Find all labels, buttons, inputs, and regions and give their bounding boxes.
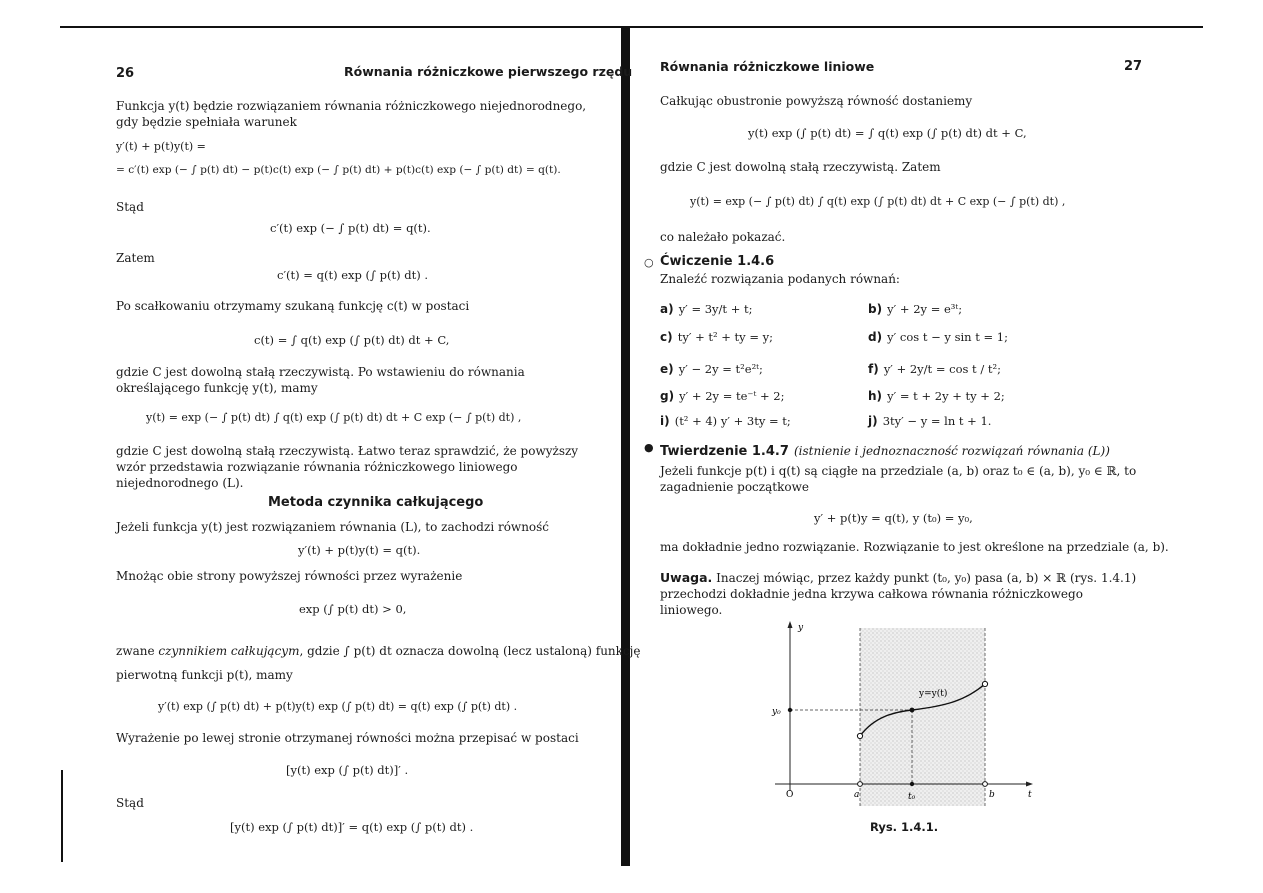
top-rule [60, 26, 1203, 28]
spine-rule [621, 28, 630, 866]
theorem-conclusion: ma dokładnie jedno rozwiązanie. Rozwiązanie to jest określone na przedziale (a, b). [660, 540, 1169, 554]
exercise-item: c) ty′ + t² + ty = y; [660, 330, 773, 344]
left-running-head: Równania różniczkowe pierwszego rzędu [344, 64, 633, 79]
stad-label-2: Stąd [116, 796, 144, 810]
remark-text: Inaczej mówiąc, przez każdy punkt (t₀, y₀) pasa (a, b) × ℝ (rys. 1.4.1) przechodzi dokładnie jedna krzywa całkowa równania różniczkowego liniowego. [660, 571, 1137, 617]
exercise-item: d) y′ cos t − y sin t = 1; [868, 330, 1008, 344]
origin-label: O [786, 790, 794, 800]
theorem-title: Twierdzenie 1.4.7 [660, 444, 789, 459]
remark-paragraph [660, 570, 1144, 618]
left-paragraph-3: gdzie C jest dowolną stałą rzeczywistą. Po wstawieniu do równania określającego funkcję y(t), mamy [116, 365, 525, 395]
p7-part-a: zwane [116, 644, 155, 658]
equation-3: c′(t) = q(t) exp (∫ p(t) dt) . [277, 268, 429, 282]
figure-1-4-1 [760, 616, 1050, 811]
left-paragraph-4: gdzie C jest dowolną stałą rzeczywistą. Łatwo teraz sprawdzić, że powyższy wzór przedstawia rozwiązanie równania różniczkowego liniowego niejednorodnego (L). [116, 444, 579, 490]
exercise-marker: ○ [644, 256, 654, 269]
initial-point [910, 708, 915, 713]
exercise-item: g) y′ + 2y = te⁻ᵗ + 2; [660, 389, 785, 403]
curve-label: y=y(t) [919, 689, 948, 699]
zatem-label: Zatem [116, 251, 155, 265]
left-paragraph-6: Mnożąc obie strony powyższej równości przez wyrażenie [116, 569, 463, 583]
t0-label: t₀ [908, 792, 916, 802]
theorem-heading [660, 440, 1110, 459]
stad-label-1: Stąd [116, 200, 144, 214]
equation-6: y′(t) + p(t)y(t) = q(t). [298, 543, 421, 557]
left-paragraph-5: Jeżeli funkcja y(t) jest rozwiązaniem równania (L), to zachodzi równość [116, 520, 550, 534]
right-equation-2: y(t) = exp (− ∫ p(t) dt) ∫ q(t) exp (∫ p(t) dt) dt + C exp (− ∫ p(t) dt) , [690, 195, 1066, 208]
left-page-number: 26 [116, 66, 135, 81]
right-paragraph-3: co należało pokazać. [660, 230, 786, 244]
equation-1b: = c′(t) exp (− ∫ p(t) dt) − p(t)c(t) exp (− ∫ p(t) dt) + p(t)c(t) exp (− ∫ p(t) dt) = q(t). [116, 164, 561, 176]
strip-band [860, 628, 985, 806]
curve-start-point [857, 733, 862, 738]
t-axis-label: t [1028, 790, 1032, 800]
a-point [858, 782, 863, 787]
integrating-factor-term: czynnikiem całkującym [158, 644, 300, 658]
y-axis-label: y [798, 623, 804, 633]
exercise-intro: Znaleźć rozwiązania podanych równań: [660, 272, 900, 286]
left-paragraph-8: Wyrażenie po lewej stronie otrzymanej równości można przepisać w postaci [116, 731, 579, 745]
theorem-marker: ● [644, 441, 654, 454]
exercise-item: e) y′ − 2y = t²e²ᵗ; [660, 362, 763, 376]
right-page-number: 27 [1124, 59, 1143, 74]
y-axis-arrow [788, 621, 793, 628]
right-paragraph-2: gdzie C jest dowolną stałą rzeczywistą. Zatem [660, 160, 941, 174]
t0-point [910, 782, 914, 786]
t-axis-arrow [1026, 782, 1033, 787]
b-label: b [989, 790, 995, 800]
left-paragraph-7d: pierwotną funkcji p(t), mamy [116, 668, 293, 682]
p7-part-c: , gdzie ∫ p(t) dt oznacza dowolną (lecz ustaloną) funkcję [299, 644, 641, 658]
y0-label: y₀ [772, 707, 781, 717]
remark-title: Uwaga. [660, 570, 713, 585]
right-paragraph-1: Całkując obustronie powyższą równość dostaniemy [660, 94, 973, 108]
left-paragraph-7 [116, 644, 640, 658]
right-running-head: Równania różniczkowe liniowe [660, 59, 875, 74]
exercise-item: a) y′ = 3y/t + t; [660, 302, 753, 316]
equation-7: exp (∫ p(t) dt) > 0, [299, 602, 407, 616]
exercise-item: i) (t² + 4) y′ + 3ty = t; [660, 414, 791, 428]
equation-8: y′(t) exp (∫ p(t) dt) + p(t)y(t) exp (∫ p(t) dt) = q(t) exp (∫ p(t) dt) . [158, 700, 518, 713]
exercise-item: h) y′ = t + 2y + ty + 2; [868, 389, 1005, 403]
equation-9: [y(t) exp (∫ p(t) dt)]′ . [286, 763, 409, 777]
section-heading: Metoda czynnika całkującego [268, 495, 484, 510]
exercise-item: j) 3ty′ − y = ln t + 1. [868, 414, 992, 428]
b-point [983, 782, 988, 787]
equation-10: [y(t) exp (∫ p(t) dt)]′ = q(t) exp (∫ p(t) dt) . [230, 820, 474, 834]
exercise-item: b) y′ + 2y = e³ᵗ; [868, 302, 963, 316]
a-label: a [854, 790, 860, 800]
curve-end-point [982, 681, 987, 686]
equation-1a: y′(t) + p(t)y(t) = [116, 140, 206, 153]
y0-axis-point [788, 708, 792, 712]
left-paragraph-1: Funkcja y(t) będzie rozwiązaniem równania różniczkowego niejednorodnego, gdy będzie spełniała warunek [116, 99, 587, 129]
right-equation-1: y(t) exp (∫ p(t) dt) = ∫ q(t) exp (∫ p(t) dt) dt + C, [748, 126, 1027, 140]
left-paragraph-2: Po scałkowaniu otrzymamy szukaną funkcję c(t) w postaci [116, 299, 470, 313]
exercise-item: f) y′ + 2y/t = cos t / t²; [868, 362, 1001, 376]
theorem-text: Jeżeli funkcje p(t) i q(t) są ciągłe na przedziale (a, b) oraz t₀ ∈ (a, b), y₀ ∈ ℝ, to zagadnienie początkowe [660, 464, 1137, 494]
exercise-title: Ćwiczenie 1.4.6 [660, 254, 775, 269]
theorem-equation: y′ + p(t)y = q(t), y (t₀) = y₀, [814, 511, 973, 525]
left-edge-rule [61, 770, 63, 862]
equation-2: c′(t) exp (− ∫ p(t) dt) = q(t). [270, 221, 431, 235]
equation-4: c(t) = ∫ q(t) exp (∫ p(t) dt) dt + C, [254, 333, 450, 347]
figure-caption: Rys. 1.4.1. [870, 820, 939, 834]
theorem-subtitle: (istnienie i jednoznaczność rozwiązań równania (L)) [793, 444, 1110, 458]
equation-5: y(t) = exp (− ∫ p(t) dt) ∫ q(t) exp (∫ p(t) dt) dt + C exp (− ∫ p(t) dt) , [146, 411, 522, 424]
